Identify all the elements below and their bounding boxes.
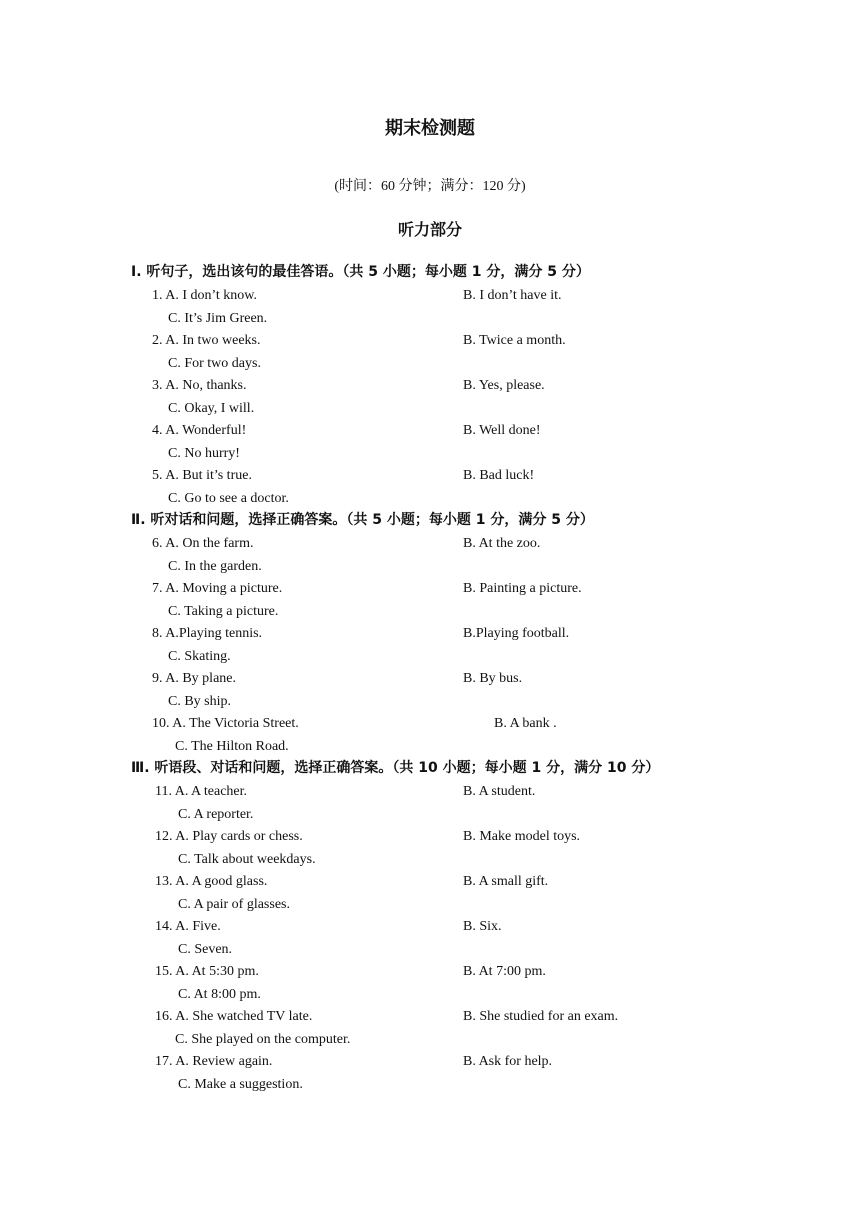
option-a: 1. A. I don’t know. [152,288,257,303]
option-b: B.Playing football. [463,626,570,641]
option-b: B. At 7:00 pm. [463,964,546,979]
option-a: 8. A.Playing tennis. [152,626,263,641]
option-a: 2. A. In two weeks. [152,333,261,348]
option-b: B. Twice a month. [463,333,566,348]
option-c: C. By ship. [168,694,232,709]
option-a: 17. A. Review again. [155,1054,273,1069]
option-a: 10. A. The Victoria Street. [152,716,299,731]
option-b: B. I don’t have it. [463,288,562,303]
option-b: B. By bus. [463,671,523,686]
page-title: 期末检测题 [385,118,475,139]
part-title: 听力部分 [397,220,462,239]
option-a: 4. A. Wonderful! [152,423,247,438]
option-a: 6. A. On the farm. [152,536,254,551]
option-b: B. Well done! [463,423,541,438]
option-a: 11. A. A teacher. [155,784,248,799]
option-a: 14. A. Five. [155,919,221,934]
option-b: B. Bad luck! [463,468,535,483]
option-c: C. Seven. [178,942,233,957]
option-a: 7. A. Moving a picture. [152,581,283,596]
option-c: C. It’s Jim Green. [168,311,268,326]
option-c: C. In the garden. [168,559,262,574]
option-b: B. She studied for an exam. [463,1009,619,1024]
option-a: 15. A. At 5:30 pm. [155,964,259,979]
exam-info: (时间：60 分钟；满分：120 分) [334,179,526,194]
option-b: B. A bank . [494,716,557,731]
option-c: C. Make a suggestion. [178,1077,303,1092]
section-heading: Ⅰ. 听句子，选出该句的最佳答语。（共 5 小题；每小题 1 分，满分 5 分） [131,264,590,280]
option-a: 16. A. She watched TV late. [155,1009,313,1024]
option-a: 9. A. By plane. [152,671,236,686]
option-c: C. Go to see a doctor. [168,491,289,506]
section-heading: Ⅱ. 听对话和问题，选择正确答案。（共 5 小题；每小题 1 分，满分 5 分） [131,512,594,528]
option-c: C. Talk about weekdays. [178,852,316,867]
option-c: C. No hurry! [168,446,240,461]
option-c: C. She played on the computer. [175,1032,351,1047]
option-c: C. At 8:00 pm. [178,987,261,1002]
option-b: B. Six. [463,919,502,934]
option-a: 5. A. But it’s true. [152,468,252,483]
option-b: B. A student. [463,784,536,799]
option-a: 12. A. Play cards or chess. [155,829,303,844]
option-b: B. Ask for help. [463,1054,553,1069]
option-b: B. Painting a picture. [463,581,582,596]
option-a: 3. A. No, thanks. [152,378,247,393]
option-c: C. A pair of glasses. [178,897,290,912]
option-b: B. At the zoo. [463,536,541,551]
option-b: B. A small gift. [463,874,549,889]
option-c: C. Okay, I will. [168,401,255,416]
section-heading: Ⅲ. 听语段、对话和问题，选择正确答案。（共 10 小题；每小题 1 分，满分 10 分） [131,760,660,776]
option-a: 13. A. A good glass. [155,874,268,889]
option-b: B. Make model toys. [463,829,581,844]
option-c: C. Skating. [168,649,231,664]
option-b: B. Yes, please. [463,378,545,393]
option-c: C. Taking a picture. [168,604,279,619]
option-c: C. A reporter. [178,807,254,822]
option-c: C. The Hilton Road. [175,739,289,754]
option-c: C. For two days. [168,356,261,371]
